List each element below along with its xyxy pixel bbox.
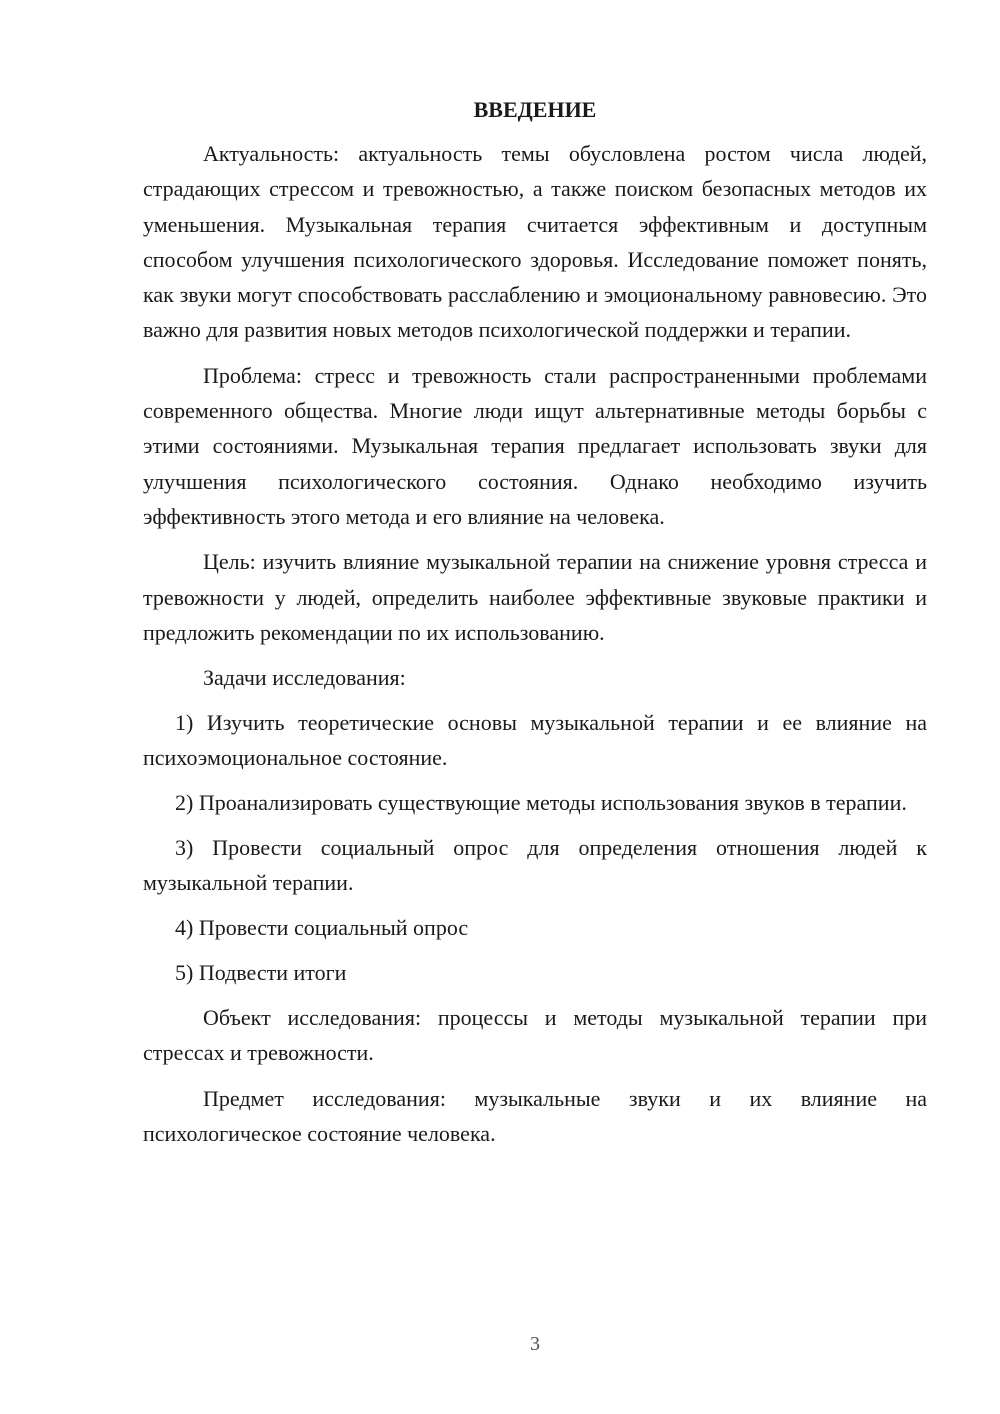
task-item-2: 2) Проанализировать существующие методы использования звуков в терапии.	[175, 790, 907, 816]
paragraph-object: Объект исследования: процессы и методы музыкальной терапии при стрессах и тревожности.	[143, 1005, 927, 1066]
task-item-1: 1) Изучить теоретические основы музыкальной терапии и ее влияние на психоэмоциональное состояние.	[143, 710, 927, 771]
page-number: 3	[530, 1333, 540, 1355]
paragraph-goal: Цель: изучить влияние музыкальной терапии на снижение уровня стресса и тревожности у людей, определить наиболее эффективные звуковые практики и предложить рекомендации по их использованию.	[143, 549, 927, 645]
paragraph-relevance: Актуальность: актуальность темы обусловлена ростом числа людей, страдающих стрессом и тревожностью, а также поиском безопасных методов их уменьшения. Музыкальная терапия считается эффективным и доступным способом улучшения психологического здоровья. Исследование поможет понять, как звуки могут способствовать расслаблению и эмоциональному равновесию. Это важно для развития новых методов психологической поддержки и терапии.	[143, 141, 927, 343]
task-item-4: 4) Провести социальный опрос	[175, 915, 469, 941]
paragraph-problem: Проблема: стресс и тревожность стали распространенными проблемами современного общества. Многие люди ищут альтернативные методы борьбы с этими состояниями. Музыкальная терапия предлагает использовать звуки для улучшения психологического состояния. Однако необходимо изучить эффективность этого метода и его влияние на человека.	[143, 362, 927, 529]
tasks-heading: Задачи исследования:	[203, 665, 406, 691]
document-page	[143, 92, 927, 1161]
page-title: ВВЕДЕНИЕ	[473, 97, 597, 122]
task-item-5: 5) Подвести итоги	[175, 960, 347, 986]
paragraph-subject: Предмет исследования: музыкальные звуки и их влияние на психологическое состояние человека.	[143, 1085, 927, 1147]
task-item-3: 3) Провести социальный опрос для определения отношения людей к музыкальной терапии.	[143, 835, 927, 896]
